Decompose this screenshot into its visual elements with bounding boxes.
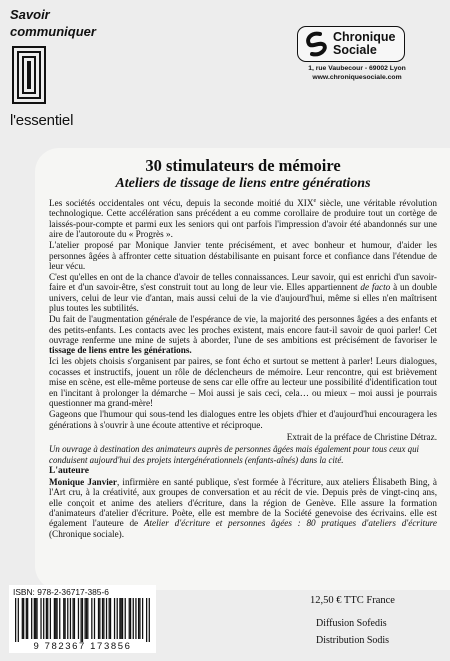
publisher-website: www.chroniquesociale.com [312, 74, 402, 81]
blurb-p1-text-b: siècle, une véritable révolution technologique. Cette accélération sans précédent a eu comme corollaire de produire tout un cortège de laissés-pour-compte et parmi eux les seniors qui ont parfois l'impression d'avoir été abandonnés sur une aire de l'autoroute du « Progrès ». [49, 198, 437, 240]
blurb-p4-bold: tissage de liens entre les générations. [49, 345, 192, 356]
blurb-p3-text-b: à un double univers, celui de leur vie d'antan, mais aussi celui de la vie d'aujourd'hui, même si elles n'en maîtrisent plus toutes les subtilités. [49, 282, 437, 314]
price: 12,50 € TTC France [310, 595, 395, 606]
publisher-logo-icon [304, 31, 328, 57]
publisher-name-line-2: Sociale [333, 43, 377, 57]
author-heading: L'auteure [49, 465, 89, 476]
series-label [10, 6, 130, 129]
author-bio-text-b: (Chronique sociale). [49, 528, 125, 539]
blurb-paragraph-6: Gageons que l'humour qui sous-tend les dialogues entre les objets d'hier et d'aujourd'hui encouragera les générations à s'ouvrir à une écoute attentive et réciproque. [49, 409, 437, 430]
barcode-box [9, 585, 156, 653]
isbn: ISBN: 978-2-36717-385-6 [13, 587, 109, 597]
target-audience: Un ouvrage à destination des animateurs auprès de personnes âgées mais également pour tous ceux qui conduisent aujourd'hui des projets intergénérationnels (enfants-aînés) dans la cité. [49, 444, 419, 465]
series-line-1: Savoir [10, 7, 50, 22]
barcode-digits: 9 782367 173856 [33, 641, 132, 652]
publisher-logo-box [297, 26, 405, 62]
publisher-address: 1, rue Vaubecour - 69002 Lyon [308, 65, 406, 72]
blurb-p1-superscript: e [313, 197, 317, 204]
diffusion: Diffusion Sofedis [316, 618, 387, 629]
publisher-name-line-1: Chronique [333, 30, 396, 44]
book-title: 30 stimulateurs de mémoire [145, 156, 341, 175]
blurb-p1-text-a: Les sociétés occidentales ont vécu, depuis la seconde moitié du XIX [49, 198, 314, 208]
author-book-title: Atelier d'écriture et personnes âgées : 80 pratiques d'ateliers d'écriture [143, 518, 437, 529]
publisher-name [333, 31, 396, 57]
blurb-p4-text: Du fait de l'augmentation générale de l'espérance de vie, la majorité des personnes âgées a des enfants et des petits-enfants. Les contacts avec les proches existent, mais encore faut-il savoir de quoi parler! Cet ouvrage renferme une mine de sujets à aborder, l'une de ses ambitions est précisément de favoriser le [49, 314, 437, 346]
series-line-2: communiquer [10, 24, 96, 39]
blurb-p3-emphasis: de facto [360, 282, 391, 293]
blurb-paragraph-3 [49, 272, 437, 314]
blurb-paragraph-4 [49, 314, 437, 356]
author-bio-text-a: , infirmière en santé publique, s'est formée à l'écriture, aux ateliers Élisabeth Bing, à l'Art cru, à la créativité, aux groupes de conversation et au récit de vie. Depuis près de vingt-cinq ans, elle conçoit et anime des ateliers d'écriture, dans la région de Genève. Elle assure la formation d'animateurs d'atelier d'écriture. Poète, elle est membre de la Société genevoise des écrivains. elle est également l'auteure de [49, 476, 438, 529]
back-cover-text-panel [35, 148, 450, 590]
author-bio [49, 477, 437, 539]
preface-attribution: Extrait de la préface de Christine Détraz. [286, 431, 437, 442]
publisher-address-block [282, 64, 432, 82]
blurb-p3-text-a: C'est qu'elles en ont de la chance d'avoir de telles connaissances. Leur savoir, qui est enrichi d'un savoir-faire et d'un savoir-être, s'est construit tout au long de leur vie. Elles appartiennent [49, 272, 437, 293]
series-logo-icon [12, 46, 46, 104]
blurb-paragraph-5: Ici les objets choisis s'organisent par paires, se font écho et surtout se mettent à parler! Leurs dialogues, cocasses et instructifs, jouent un rôle de déclencheurs de mémoire. Leur rencontre, qui est brièvement mise en scène, est elle-même porteuse de sens car elle offre au lecteur une possibilité d'identification tout en l'incitant à prolonger la démarche – Moi aussi je sais ceci, cela… ou mieux – moi aussi je pourrais questionner ma grand-mère! [49, 356, 437, 409]
series-name: l'essentiel [10, 112, 74, 129]
blurb-paragraph-1 [49, 198, 437, 240]
distribution: Distribution Sodis [316, 635, 390, 646]
blurb-paragraph-2: L'atelier proposé par Monique Janvier tente précisément, et avec bonheur et humour, d'aider les personnes âgées à affronter cette situation déstabilisante en puisant force et confiance dans l'étendue de leur vécu. [49, 240, 437, 272]
book-subtitle: Ateliers de tissage de liens entre générations [115, 176, 371, 191]
author-name: Monique Janvier [49, 476, 117, 487]
barcode-icon [15, 598, 150, 642]
